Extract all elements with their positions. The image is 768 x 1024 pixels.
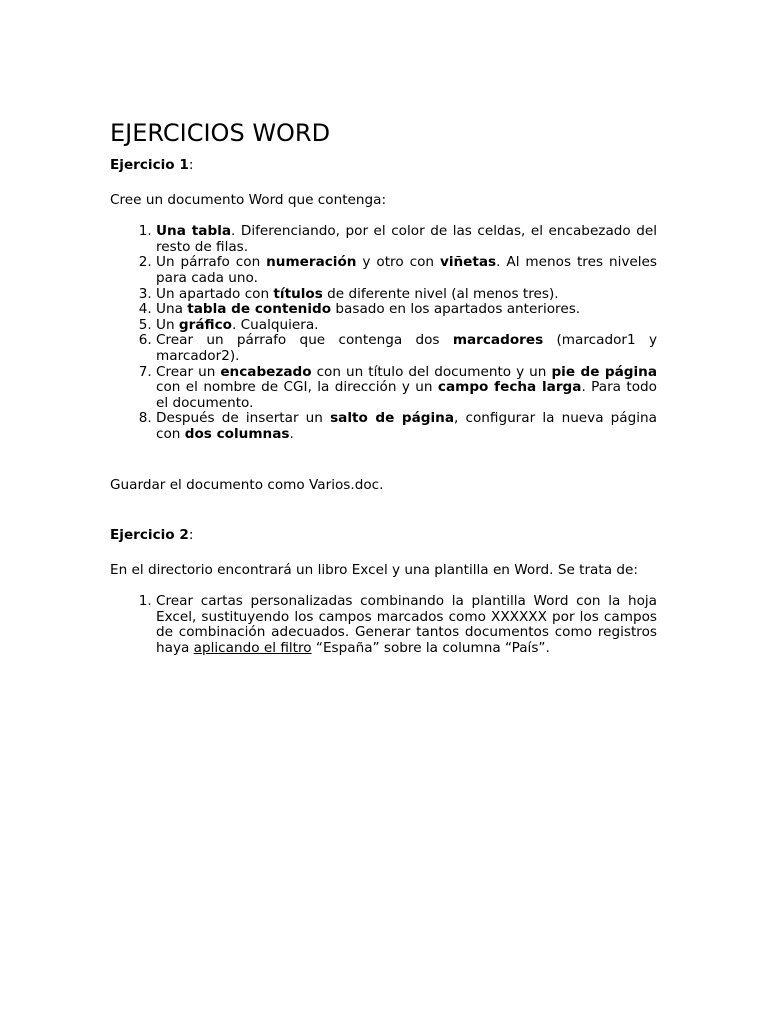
bold-text: tabla de contenido	[187, 301, 332, 318]
list-item-text: Después de insertar un	[156, 410, 331, 427]
list-item	[156, 411, 657, 442]
exercise-1-intro: Cree un documento Word que contenga:	[110, 191, 387, 208]
list-item-text: con el nombre de CGI, la dirección y un	[156, 379, 438, 396]
list-item-text: y otro con	[356, 254, 440, 271]
bold-text: títulos	[273, 285, 323, 302]
list-item-text: Una	[156, 301, 188, 318]
document-page	[110, 118, 657, 657]
list-item	[156, 594, 657, 656]
bold-text: Una tabla	[156, 223, 232, 240]
bold-text: pie de página	[551, 363, 657, 380]
list-item	[156, 224, 657, 255]
exercise-1-heading-label: Ejercicio 1	[110, 157, 189, 173]
list-item-text: . Al menos tres niveles para cada uno.	[156, 254, 658, 286]
list-item-text: (marcador1 y marcador2).	[156, 332, 657, 364]
bold-text: encabezado	[220, 363, 312, 380]
document-title: EJERCICIOS WORD	[110, 119, 331, 147]
exercise-1-list	[110, 224, 657, 442]
exercise-1-save-note: Guardar el documento como Varios.doc.	[110, 476, 384, 493]
list-item-text: .	[289, 425, 294, 442]
list-item	[156, 318, 657, 334]
list-item-text: Crear cartas personalizadas combinando la plantilla Word con la hoja Excel, sustituyendo los campos marcados como XXXXXX por los campos de combinación adecuados. Generar tantos documentos como registros haya	[156, 593, 657, 657]
bold-text: numeración	[266, 254, 357, 271]
exercise-1-heading-colon: :	[188, 157, 194, 173]
exercise-2-heading-label: Ejercicio 2	[110, 527, 189, 544]
exercise-2-heading	[110, 528, 657, 544]
list-item-text: Crear un párrafo que contenga dos	[156, 332, 453, 349]
list-item-text: , configurar la nueva página con	[156, 410, 657, 442]
bold-text: marcadores	[452, 332, 544, 349]
underlined-text: aplicando el filtro	[193, 640, 312, 657]
list-item-text: . Para todo el documento.	[156, 379, 657, 411]
bold-text: gráfico	[178, 316, 232, 333]
list-item	[156, 255, 657, 286]
list-item-text: Un apartado con	[156, 285, 274, 302]
exercise-1-heading	[110, 158, 657, 174]
list-item	[156, 333, 657, 364]
list-item-text: Un párrafo con	[156, 254, 267, 271]
list-item-text: basado en los apartados anteriores.	[331, 301, 581, 318]
list-item-text: . Diferenciando, por el color de las celdas, el encabezado del resto de filas.	[156, 223, 657, 255]
list-item-text: Crear un	[156, 363, 221, 380]
list-item-text: “España” sobre la columna “País”.	[311, 640, 550, 657]
list-item	[156, 365, 657, 412]
exercise-2-intro: En el directorio encontrará un libro Excel y una plantilla en Word. Se trata de:	[110, 561, 638, 578]
list-item-text: de diferente nivel (al menos tres).	[322, 285, 559, 302]
bold-text: salto de página	[330, 410, 455, 427]
list-item-text: Un	[156, 316, 179, 333]
list-item	[156, 302, 657, 318]
bold-text: viñetas	[439, 254, 497, 271]
bold-text: dos columnas	[184, 425, 290, 442]
list-item-text: . Cualquiera.	[231, 316, 319, 333]
exercise-2-list	[110, 594, 657, 656]
exercise-2-heading-colon: :	[188, 527, 194, 544]
bold-text: campo fecha larga	[437, 379, 582, 396]
list-item-text: con un título del documento y un	[311, 363, 552, 380]
list-item	[156, 287, 657, 303]
